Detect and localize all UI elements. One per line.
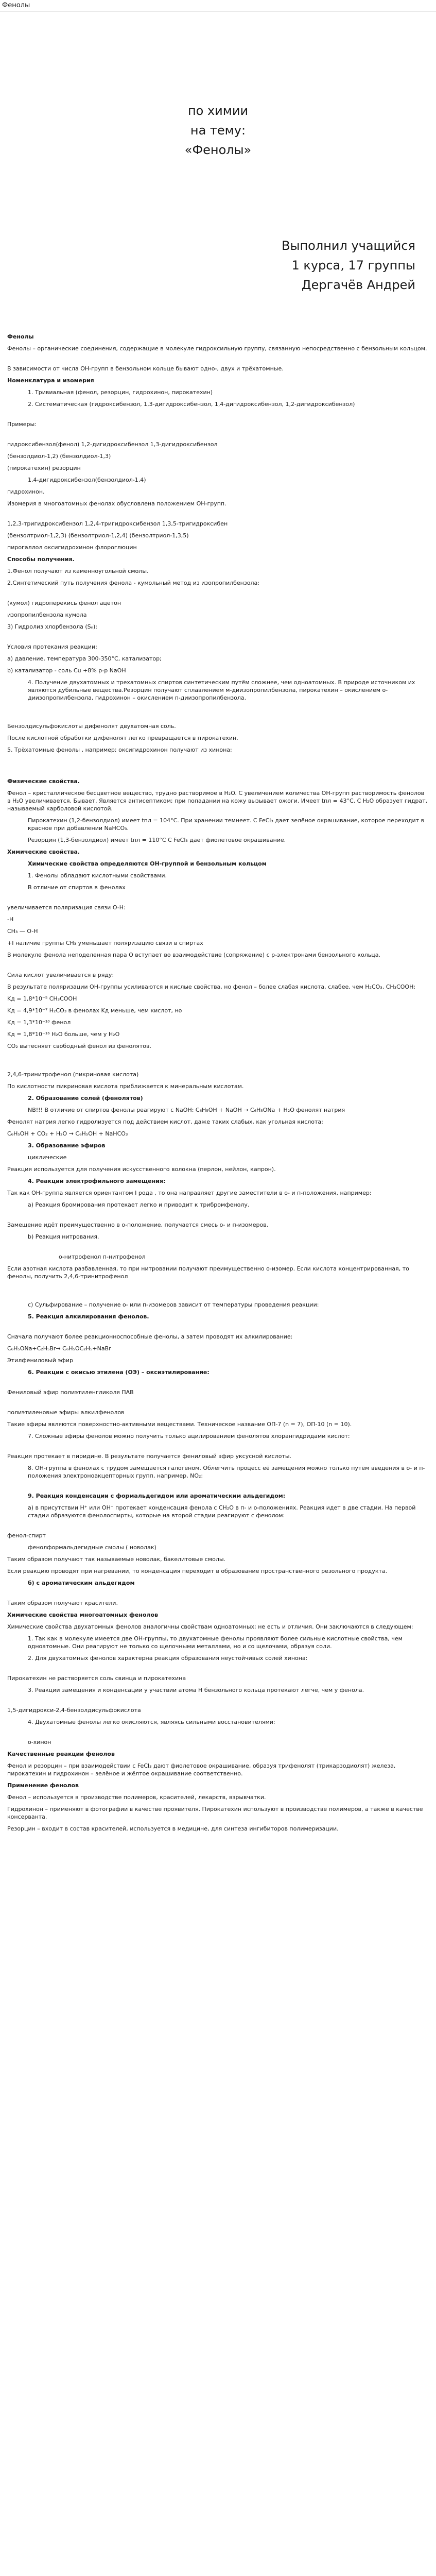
- paragraph: Химические свойства двухатомных фенолов аналогичны свойствам одноатомных; не есть и отличия. Они заключаются в следующем:: [7, 1623, 413, 1630]
- paragraph-spacer: [7, 1293, 429, 1301]
- paragraph: CO₂ вытесняет свободный фенол из фенолятов.: [7, 1043, 151, 1049]
- paragraph: CH₃ — O-H: [7, 928, 38, 935]
- paragraph: Фенол – используется в производстве полимеров, красителей, лекарств, взрывчатки.: [7, 1794, 266, 1801]
- document-tab-label[interactable]: Фенолы: [2, 2, 30, 9]
- paragraph: a) давление, температура 300-350°C, катализатор;: [7, 655, 162, 662]
- paragraph: Такие эфиры являются поверхностно-активными веществами. Техническое название ОП-7 (n = 7), ОП-10 (n = 10).: [7, 1421, 352, 1428]
- document-body: [7, 330, 429, 1837]
- author-line-1: Выполнил учащийся: [282, 239, 415, 253]
- paragraph: Бензолдисульфокислоты дифенолят двухатомная соль.: [7, 723, 176, 730]
- paragraph-spacer: [7, 1062, 429, 1071]
- paragraph-spacer: [7, 758, 429, 766]
- paragraph: Изомерия в многоатомных фенолах обусловлена положением OH-групп.: [7, 500, 226, 507]
- paragraph: (кумол) гидроперекись фенол ацетон: [7, 600, 121, 606]
- paragraph-spacer: [7, 1444, 429, 1452]
- paragraph: Сила кислот увеличивается в ряду:: [7, 972, 114, 978]
- paragraph-spacer: [7, 963, 429, 971]
- paragraph: Kд = 1,8*10⁻¹⁶ H₂O больше, чем у H₂O: [7, 1031, 120, 1038]
- author-block: [282, 236, 415, 295]
- paragraph-spacer: [7, 1325, 429, 1333]
- paragraph: Фениловый эфир полиэтиленгликоля ПАВ: [7, 1389, 134, 1396]
- paragraph: Kд = 1,8*10⁻⁵ CH₃COOH: [7, 995, 77, 1002]
- title-line-1: по химии: [187, 104, 249, 118]
- paragraph: Фенол и резорцин – при взаимодействии с FeCl₃ дают фиолетовое окрашивание, образуя трифенолят (трикарзодиолят) железа, пирокатехин и гидрохинон – зелёное и жёлтое окрашивание соответственно.: [7, 1762, 396, 1777]
- paragraph: Если реакцию проводят при нагревании, то конденсация переходит в образование пространственного резольного продукта.: [7, 1568, 388, 1574]
- paragraph: Условия протекания реакции:: [7, 643, 97, 650]
- paragraph: 1,2,3-тригидроксибензол 1,2,4-тригидроксибензол 1,3,5-тригидроксибен: [7, 520, 228, 527]
- paragraph: 5. Реакция алкилирования фенолов.: [28, 1313, 149, 1320]
- author-line-2: 1 курса, 17 группы: [291, 258, 415, 273]
- paragraph: В результате поляризации OH-группы усиливаются и кислые свойства, но фенол – более слабая кислота, слабее, чем H₂CO₃, CH₃COOH:: [7, 984, 416, 990]
- paragraph: 1. Так как в молекуле имеется две OH-группы, то двухатомные фенолы проявляют более сильные кислотные свойства, чем одноатомные. Они реагируют не только со щелочными металлами, но и со щелочами, образуя соли.: [28, 1635, 403, 1650]
- section-heading: Фенолы: [7, 333, 34, 340]
- paragraph: изопропилбензола кумола: [7, 612, 87, 618]
- paragraph: б) с ароматическим альдегидом: [28, 1580, 135, 1586]
- paragraph: Kд = 4,9*10⁻⁷ H₂CO₃ в фенолах Kд меньше, чем кислот, но: [7, 1007, 182, 1014]
- paragraph-spacer: [7, 1698, 429, 1706]
- paragraph-spacer: [7, 1730, 429, 1738]
- paragraph: 7. Сложные эфиры фенолов можно получить только ацилированием фенолятов хлорангидридами кислот:: [28, 1433, 350, 1439]
- paragraph: Пирокатехин (1,2-бензолдиол) имеет tпл = 104°C. При хранении темнеет. С FeCl₃ дает зелёное окрашивание, которое переходит в красное при добавлении NaHCO₃.: [28, 817, 425, 832]
- paragraph-spacer: [7, 706, 429, 714]
- paragraph: В молекуле фенола неподеленная пара O вступает во взаимодействие (сопряжение) с p-электронами бензольного кольца.: [7, 952, 380, 958]
- section-heading: Способы получения.: [7, 556, 75, 563]
- paragraph: гидроксибензол(фенол) 1,2-дигидроксибензол 1,3-дигидроксибензол: [7, 441, 218, 448]
- paragraph-spacer: [7, 1666, 429, 1674]
- paragraph: циклические: [28, 1154, 67, 1161]
- paragraph: 1. Тривиальная (фенол, резорцин, гидрохинон, пирокатехин): [28, 389, 213, 396]
- paragraph: Таким образом получают так называемые новолак, бакелитовые смолы.: [7, 1556, 226, 1563]
- paragraph: 3. Реакции замещения и конденсации у участвии атома H бензольного кольца протекают легче, чем у фенола.: [28, 1687, 364, 1693]
- title-line-3: «Фенолы»: [184, 143, 252, 157]
- paragraph-spacer: [7, 1380, 429, 1388]
- paragraph: 1,5-дигидрокси-2,4-бензолдисульфокислота: [7, 1707, 141, 1714]
- paragraph: 3. Образование эфиров: [28, 1142, 106, 1149]
- paragraph-spacer: [7, 1284, 429, 1293]
- paragraph-spacer: [7, 1213, 429, 1221]
- paragraph: увеличивается поляризация связи O-H:: [7, 904, 126, 911]
- paragraph: Реакция протекает в пиридине. В результате получается фениловый эфир уксусной кислоты.: [7, 1453, 292, 1460]
- paragraph: (пирокатехин) резорцин: [7, 465, 81, 471]
- paragraph: Резорцин – входит в состав красителей, используется в медицине, для синтеза ингибиторов полимеризации.: [7, 1825, 339, 1832]
- paragraph: Фенолят натрия легко гидролизуется под действием кислот, даже таких слабых, как угольная кислота:: [7, 1118, 323, 1125]
- paragraph: 2. Образование солей (фенолятов): [28, 1095, 143, 1101]
- paragraph: NB!!! В отличие от спиртов фенолы реагируют с NaOH: C₆H₅OH + NaOH → C₆H₅ONa + H₂O фенолят натрия: [28, 1107, 345, 1113]
- paragraph: 1. Фенолы обладают кислотными свойствами.: [28, 872, 167, 879]
- paragraph: Гидрохинон – применяют в фотографии в качестве проявителя. Пирокатехин используют в производстве полимеров, а также в качестве консерванта.: [7, 1806, 423, 1820]
- paragraph: 4. Реакции электрофильного замещения:: [28, 1178, 166, 1184]
- paragraph: а) в присутствии H⁺ или OH⁻ протекает конденсация фенола с CH₂O в п- и о-положениях. Реакция идет в две стадии. На первой стадии образуются фенолоспирты, которые на второй стадии реагируют с фенолом:: [28, 1504, 416, 1519]
- paragraph: гидрохинон.: [7, 488, 45, 495]
- paragraph-spacer: [7, 895, 429, 904]
- section-heading: Применение фенолов: [7, 1782, 79, 1789]
- paragraph: 4. Двухатомные фенолы легко окисляются, являясь сильными восстановителями:: [28, 1719, 275, 1725]
- paragraph: 8. OH-группа в фенолах с трудом замещается галогеном. Облегчить процесс её замещения можно только путём введения в о- и п-положения электроноакцепторных групп, например, NO₂:: [28, 1465, 425, 1479]
- paragraph-spacer: [7, 412, 429, 420]
- paragraph: 3) Гидролиз хлорбензола (Sₙ):: [7, 623, 97, 630]
- paragraph: 1.Фенол получают из каменноугольной смолы.: [7, 568, 149, 574]
- paragraph: Если азотная кислота разбавленная, то при нитровании получают преимущественно о-изомер. Если кислота концентрированная, то фенолы, получить 2,4,6-тринитрофенол: [7, 1265, 409, 1280]
- paragraph: Таким образом получают красители.: [7, 1600, 118, 1606]
- paragraph: По кислотности пикриновая кислота приближается к минеральным кислотам.: [7, 1083, 244, 1090]
- paragraph: фенолформальдегидные смолы ( новолак): [28, 1544, 156, 1551]
- paragraph: Этилфениловый эфир: [7, 1357, 73, 1364]
- paragraph: C₆H₅OH + CO₂ + H₂O → C₆H₅OH + NaHCO₃: [7, 1130, 128, 1137]
- paragraph: (бензолдиол-1,2) (бензолдиол-1,3): [7, 453, 111, 460]
- paragraph: В зависимости от числа ОН-групп в бензольном кольце бывают одно-, двух и трёхатомные.: [7, 365, 284, 372]
- paragraph-spacer: [7, 1400, 429, 1409]
- paragraph-spacer: [7, 432, 429, 440]
- paragraph: (бензолтриол-1,2,3) (бензолтриол-1,2,4) (бензолтриол-1,3,5): [7, 532, 189, 539]
- paragraph: 9. Реакция конденсации с формальдегидом или ароматическим альдегидом:: [28, 1493, 286, 1499]
- paragraph: 1,4-дигидроксибензол(бензолдиол-1,4): [28, 477, 146, 483]
- paragraph: о-хинон: [28, 1739, 51, 1745]
- paragraph-spacer: [7, 1523, 429, 1532]
- paragraph: +I наличие группы CH₃ уменьшает поляризацию связи в спиртах: [7, 940, 203, 946]
- paragraph: Резорцин (1,3-бензолдиол) имеет tпл = 110°C С FeCl₃ дает фиолетовое окрашивание.: [28, 837, 286, 843]
- paragraph: b) Реакция нитрования.: [28, 1233, 99, 1240]
- section-heading: Качественные реакции фенолов: [7, 1751, 115, 1757]
- paragraph: Kд = 1,3*10⁻¹⁰ фенол: [7, 1019, 71, 1026]
- paragraph: Сначала получают более реакционноспособные фенолы, а затем проводят их алкилирование:: [7, 1333, 293, 1340]
- section-heading: Химические свойства многоатомных фенолов: [7, 1612, 159, 1618]
- paragraph-spacer: [7, 1591, 429, 1599]
- paragraph: -H: [7, 916, 14, 923]
- paragraph: 5. Трёхатомные фенолы , например; оксигидрохинон получают из хинона:: [7, 747, 232, 753]
- paragraph: 6. Реакции с окисью этилена (ОЭ) – оксиэтилирование:: [28, 1369, 210, 1376]
- paragraph: о-нитрофенол п-нитрофенол: [59, 1253, 146, 1260]
- paragraph-spacer: [7, 714, 429, 722]
- title-line-2: на тему:: [190, 123, 246, 138]
- paragraph: с) Сульфирование – получение о- или п-изомеров зависит от температуры проведения реакции:: [28, 1301, 319, 1308]
- paragraph-spacer: [7, 1245, 429, 1253]
- paragraph: фенол-спирт: [7, 1532, 46, 1539]
- paragraph-spacer: [7, 1484, 429, 1492]
- section-heading: Номенклатура и изомерия: [7, 377, 94, 384]
- paragraph: 2.Синтетический путь получения фенола - кумольный метод из изопропилбензола:: [7, 580, 259, 586]
- paragraph: В отличие от спиртов в фенолах: [28, 884, 126, 891]
- paragraph: 4. Получение двухатомных и трехатомных спиртов синтетическим путём сложнее, чем одноатомных. В природе источником их являются дубильные вещества.Резорцин получают сплавлением м-диизопропилбензола, пирокатехин – окислением о-диизопропилбензола, гидрохинон – окислением п-диизопропилбензола.: [28, 679, 415, 701]
- paragraph: После кислотной обработки дифенолят легко превращается в пирокатехин.: [7, 735, 238, 741]
- document-header: [0, 0, 436, 12]
- paragraph: Пирокатехин не растворяется соль свинца и пирокатехина: [7, 1675, 186, 1682]
- paragraph: Так как OH-группа является ориентантом I рода , то она направляет другие заместители в о- и п-положения, например:: [7, 1190, 372, 1196]
- paragraph: а) Реакция бромирования протекает легко и приводит к трибромфенолу.: [28, 1201, 250, 1208]
- section-heading: Физические свойства.: [7, 778, 80, 785]
- paragraph: пирогаллол оксигидрохинон флороглюцин: [7, 544, 137, 551]
- paragraph: Фенол – кристаллическое бесцветное вещество, трудно растворимое в H₂O. С увеличением количества OH-групп растворимость фенолов в H₂O увеличивается. Бывает. Является антисептиком; при попадании на кожу вызывает ожоги. Имеет tпл = 43°C. С H₂O образует гидрат, называемый карболовой кислотой.: [7, 790, 428, 812]
- author-line-3: Дергачёв Андрей: [301, 278, 415, 292]
- paragraph-spacer: [7, 591, 429, 599]
- paragraph: Фенолы – органические соединения, содержащие в молекуле гидроксильную группу, связанную непосредственно с бензольным кольцом.: [7, 345, 427, 352]
- section-heading: Химические свойства определяются OH-группой и бензольным кольцом: [28, 860, 267, 867]
- paragraph: полиэтиленовые эфиры алкилфенолов: [7, 1409, 125, 1416]
- title-block: [0, 101, 436, 160]
- section-heading: Химические свойства.: [7, 849, 80, 855]
- paragraph-spacer: [7, 1054, 429, 1062]
- paragraph-spacer: [7, 512, 429, 520]
- paragraph: C₆H₅ONa+C₂H₅Br→ C₆H₅OC₂H₅+NaBr: [7, 1345, 111, 1352]
- paragraph-spacer: [7, 766, 429, 774]
- paragraph-spacer: [7, 635, 429, 643]
- paragraph: Реакция используется для получения искусственного волокна (перлон, нейлон, капрон).: [7, 1166, 276, 1173]
- paragraph: Примеры:: [7, 421, 37, 428]
- paragraph: Замещение идёт преимущественно в о-положение, получается смесь о- и п-изомеров.: [7, 1222, 269, 1228]
- paragraph: b) катализатор - соль Cu +8% р-р NaOH: [7, 667, 126, 674]
- paragraph: 2,4,6-тринитрофенол (пикриновая кислота): [7, 1071, 139, 1078]
- paragraph: 2. Для двухатомных фенолов характерна реакция образования неустойчивых солей хинона:: [28, 1655, 308, 1662]
- paragraph: 2. Систематическая (гидроксибензол, 1,3-дигидроксибензол, 1,4-дигидроксибензол, 1,2-дигидроксибензол): [28, 401, 355, 408]
- paragraph-spacer: [7, 357, 429, 365]
